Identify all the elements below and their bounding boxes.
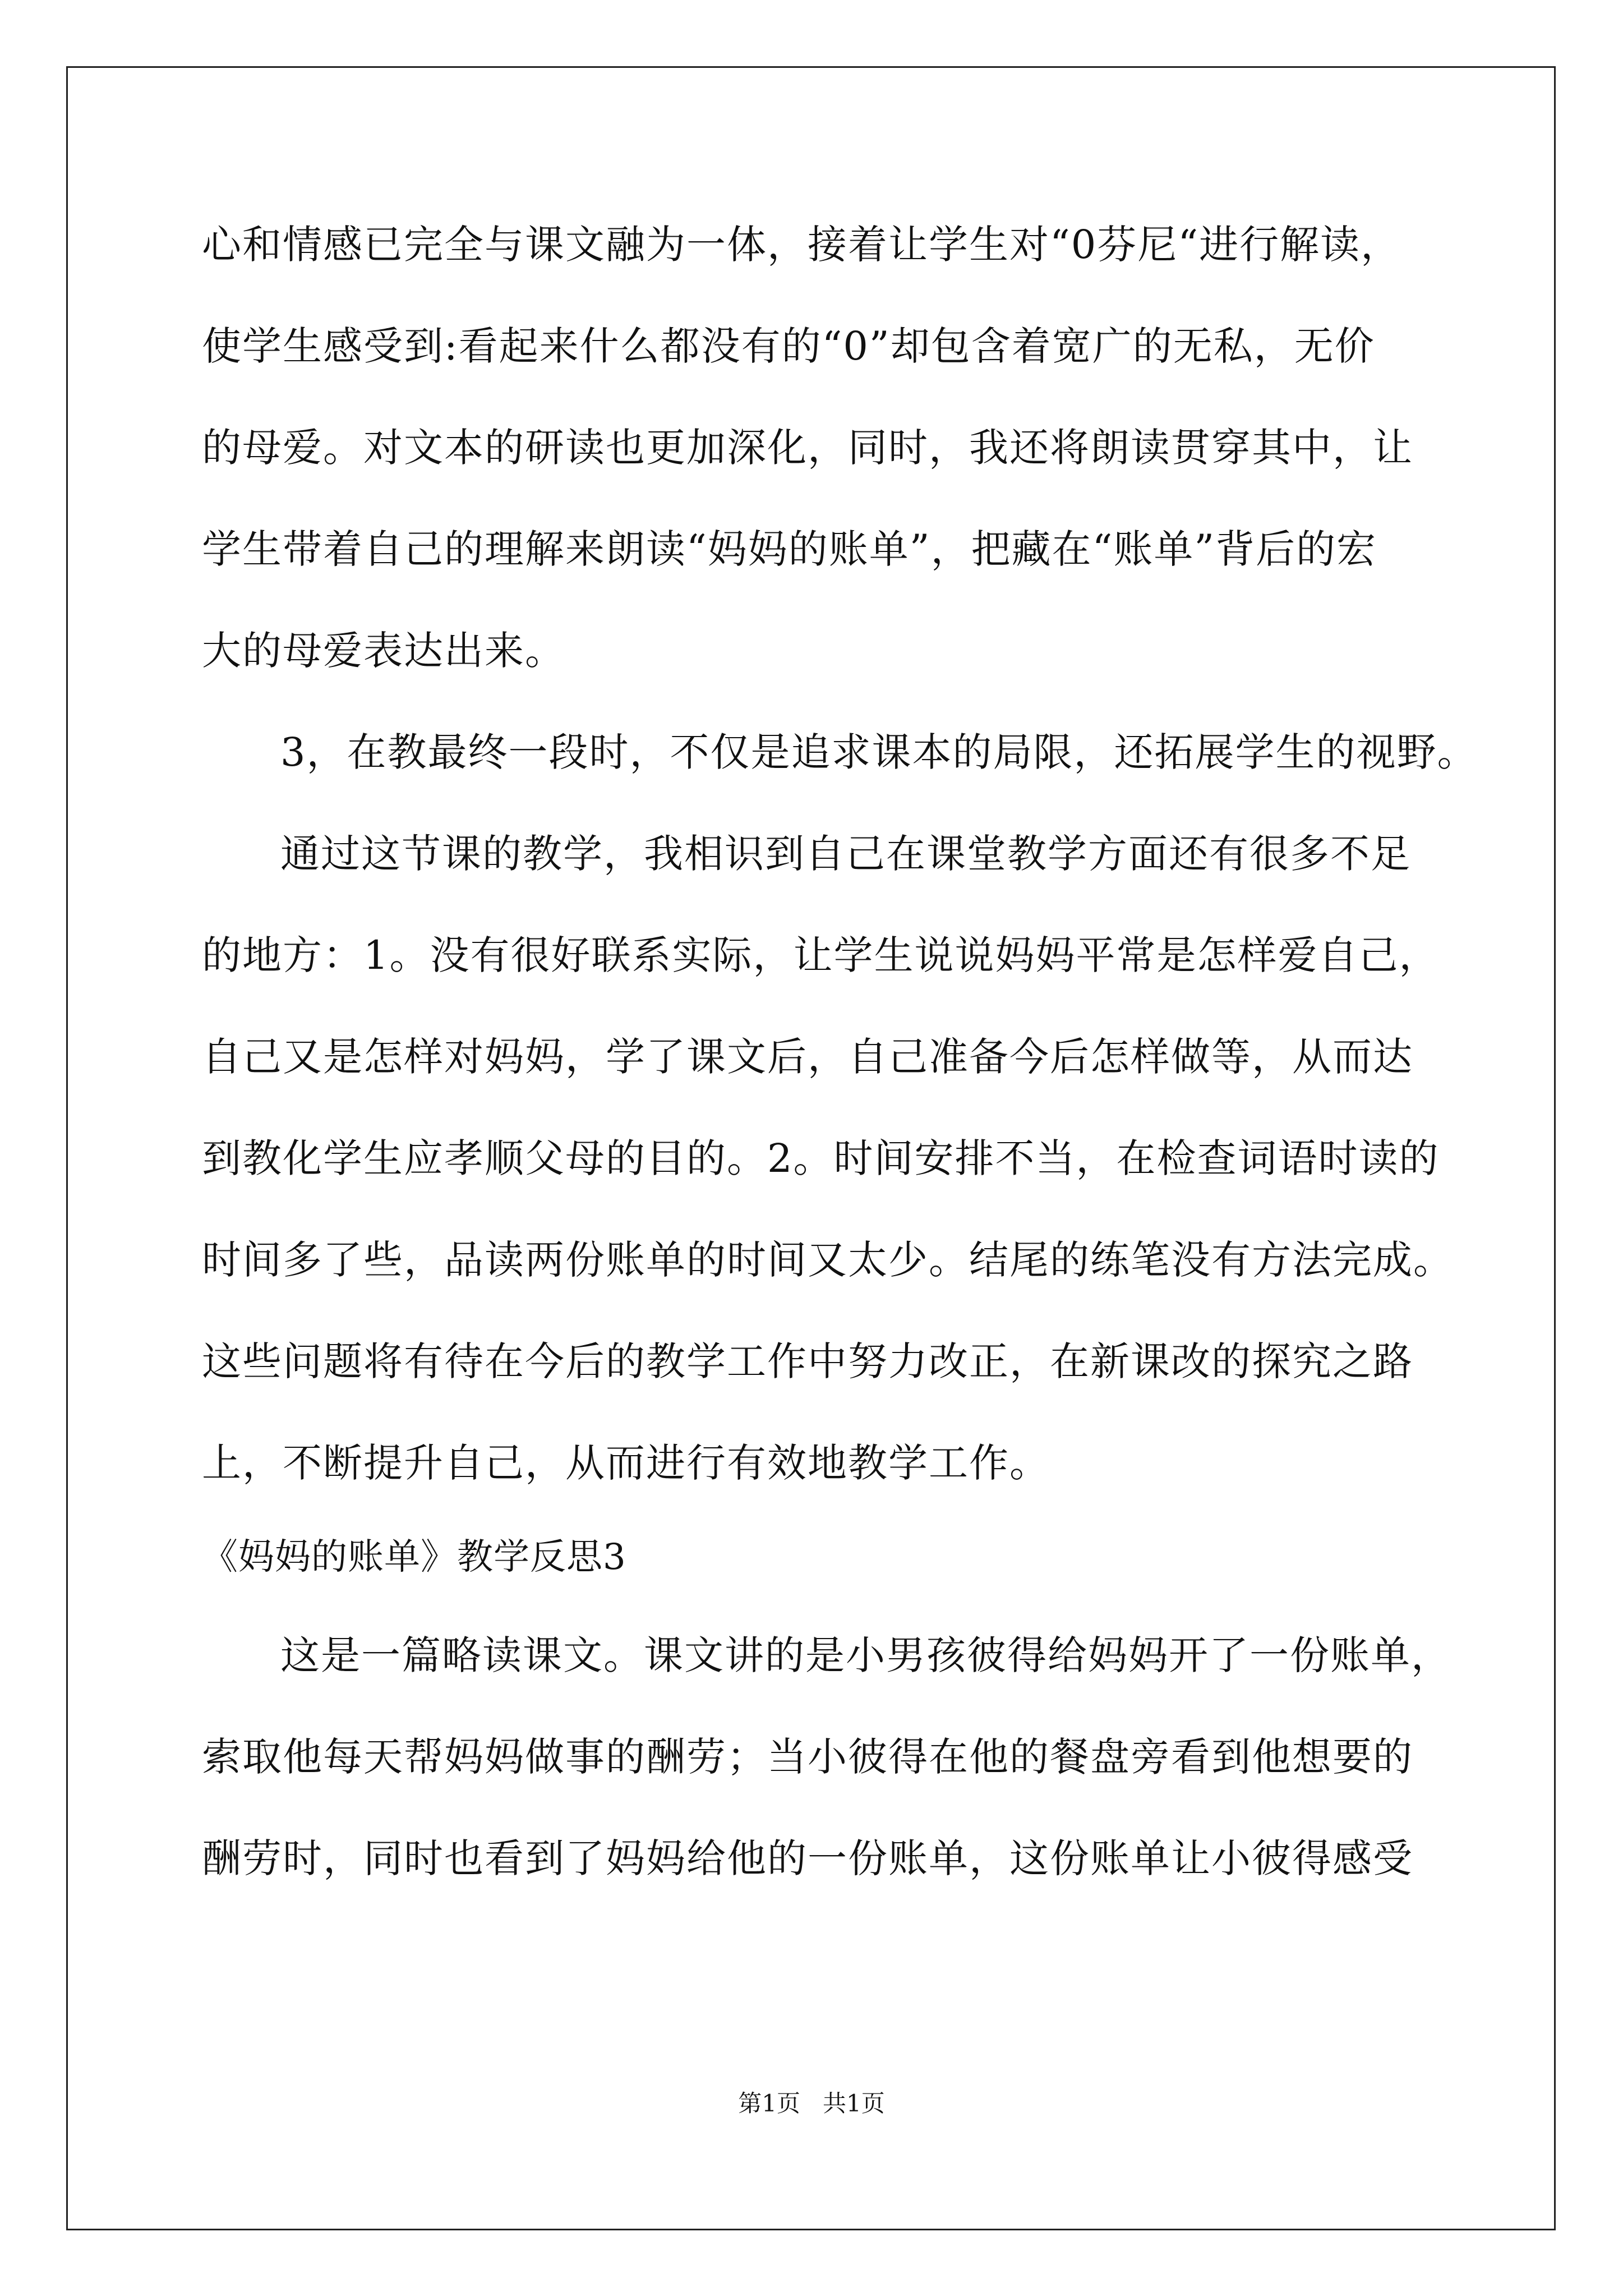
section-heading: 《妈妈的账单》教学反思3 (202, 1536, 626, 1578)
text-line: 学生带着自己的理解来朗读“妈妈的账单”，把藏在“账单”背后的宏 (202, 526, 1377, 572)
text-line: 酬劳时，同时也看到了妈妈给他的一份账单，这份账单让小彼得感受 (202, 1835, 1413, 1881)
text-line: 到教化学生应孝顺父母的目的。2。时间安排不当，在检查词语时读的 (202, 1135, 1440, 1181)
text-line: 心和情感已完全与课文融为一体，接着让学生对“0芬尼“进行解读， (202, 222, 1401, 268)
text-line: 索取他每天帮妈妈做事的酬劳；当小彼得在他的餐盘旁看到他想要的 (202, 1734, 1413, 1780)
text-line: 时间多了些，品读两份账单的时间又太少。结尾的练笔没有方法完成。 (202, 1237, 1454, 1283)
text-line: 这些问题将有待在今后的教学工作中努力改正，在新课改的探究之路 (202, 1338, 1413, 1384)
text-line: 3，在教最终一段时，不仅是追求课本的局限，还拓展学生的视野。 (280, 729, 1478, 775)
text-line: 使学生感受到:看起来什么都没有的“0”却包含着宽广的无私，无价 (202, 323, 1375, 369)
text-line: 上，不断提升自己，从而进行有效地教学工作。 (202, 1440, 1050, 1486)
page-number: 第1页 共1页 (738, 2090, 885, 2117)
text-line: 自己又是怎样对妈妈，学了课文后，自己准备今后怎样做等，从而达 (202, 1034, 1413, 1080)
text-line: 通过这节课的教学，我相识到自己在课堂教学方面还有很多不足 (280, 831, 1411, 877)
text-line: 大的母爱表达出来。 (202, 628, 565, 674)
text-line: 的母爱。对文本的研读也更加深化，同时，我还将朗读贯穿其中，让 (202, 425, 1413, 471)
text-line: 这是一篇略读课文。课文讲的是小男孩彼得给妈妈开了一份账单， (280, 1632, 1451, 1678)
text-line: 的地方：1。没有很好联系实际，让学生说说妈妈平常是怎样爱自己， (202, 932, 1440, 978)
